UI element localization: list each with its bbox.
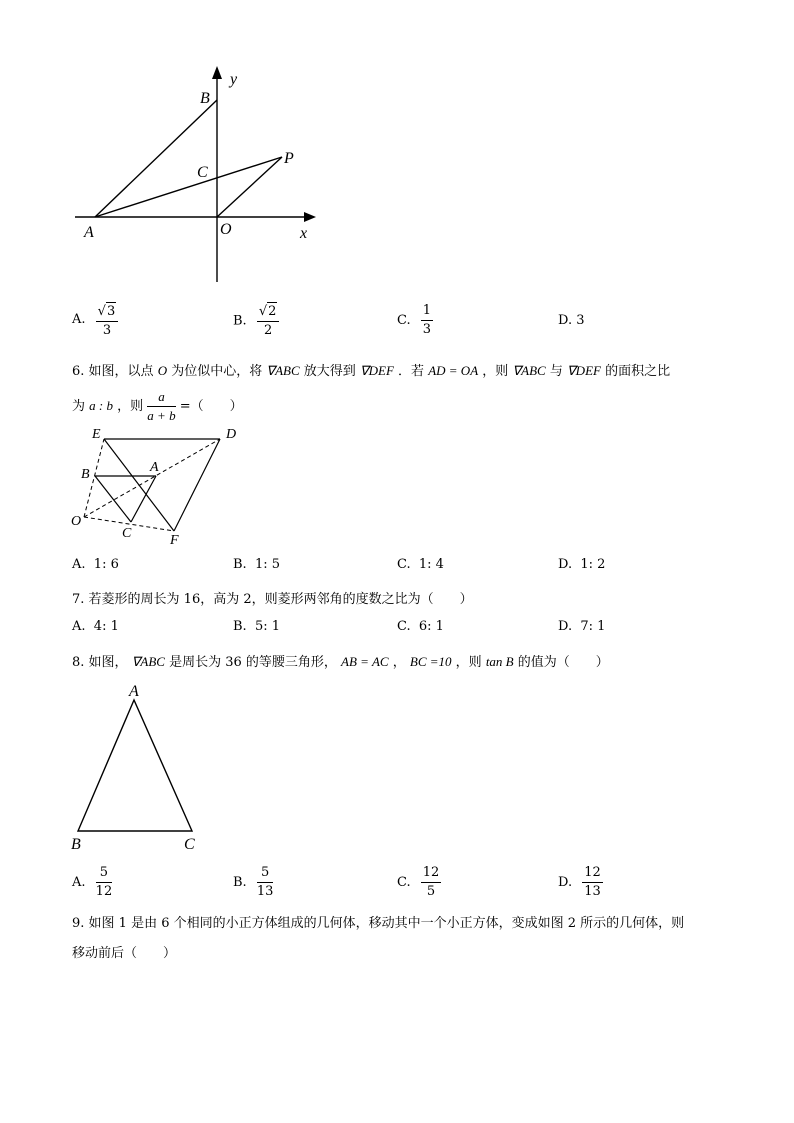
- option-letter: B.: [233, 619, 247, 634]
- numerator: 1: [421, 302, 433, 321]
- q6-text: 为位似中心，将: [171, 364, 263, 379]
- q6-question-line2: [72, 388, 243, 425]
- question-number: 6.: [72, 364, 85, 379]
- q8-var: ∇ABC: [131, 654, 165, 669]
- q6-text: 为: [72, 399, 86, 414]
- option-letter: D.: [558, 875, 573, 890]
- denominator: 3: [422, 322, 432, 337]
- isosceles-triangle-figure: [66, 678, 216, 858]
- q8-text: 是周长为 36 的等腰三角形，: [169, 655, 337, 670]
- q6-option-c[interactable]: [397, 557, 444, 572]
- q6-text: 放大得到: [303, 364, 356, 379]
- q6-option-a[interactable]: [72, 557, 119, 572]
- q6-question-line1: [72, 360, 670, 379]
- q9-question-line1: 9. 如图 1 是由 6 个相同的小正方体组成的几何体，移动其中一个小正方体，变成如图 2 所示的几何体，则: [72, 916, 685, 931]
- q6-var: O: [157, 363, 168, 378]
- option-letter: D.: [558, 619, 573, 634]
- label-x: x: [300, 225, 308, 242]
- option-value: 1: 2: [580, 557, 606, 572]
- label-b: B: [71, 836, 81, 853]
- q6-var: ∇DEF: [359, 363, 394, 378]
- numerator: 3: [106, 304, 116, 319]
- x-axis-arrow-icon: [304, 212, 316, 222]
- numerator: 5: [96, 864, 113, 883]
- q7-option-d[interactable]: [558, 619, 605, 634]
- denominator: 13: [584, 884, 601, 899]
- q8-text: 如图，: [88, 655, 128, 670]
- numerator: 5: [257, 864, 274, 883]
- option-letter: A.: [72, 311, 86, 327]
- segment-op: [217, 157, 282, 217]
- option-letter: C.: [397, 875, 411, 890]
- segment-ab: [95, 100, 217, 217]
- q6-text: =（ ）: [179, 399, 243, 414]
- q8-text: ，则: [455, 655, 482, 670]
- q6-var: ∇DEF: [566, 363, 601, 378]
- q8-text: ，: [392, 655, 406, 670]
- segment-ac: [131, 476, 156, 522]
- q8-option-a[interactable]: [72, 864, 112, 901]
- coordinate-figure: [60, 60, 330, 285]
- ray-od: [84, 439, 220, 517]
- numerator: 12: [421, 864, 442, 883]
- segment-ap: [95, 157, 282, 217]
- q8-var: AB = AC: [341, 654, 389, 669]
- label-e: E: [92, 427, 101, 442]
- label-p: P: [284, 150, 294, 167]
- q9-question-line2: 移动前后（ ）: [72, 946, 177, 961]
- q6-text: ，则: [482, 364, 509, 379]
- q6-text: ，则: [117, 399, 144, 414]
- label-o: O: [71, 514, 82, 529]
- label-d: D: [226, 427, 237, 442]
- denominator: 3: [102, 323, 112, 338]
- option-value: 3: [576, 313, 585, 328]
- homothety-figure: [66, 424, 256, 549]
- option-value: 5: 1: [254, 619, 281, 634]
- q7-option-a[interactable]: [72, 619, 119, 634]
- label-a: A: [129, 683, 139, 700]
- label-c: C: [184, 836, 195, 853]
- option-letter: D.: [558, 557, 573, 572]
- q8-option-b[interactable]: [233, 864, 273, 901]
- option-letter: D.: [558, 313, 573, 328]
- q6-fraction: $\frac{a}{a + b}$: [147, 389, 176, 423]
- option-letter: C.: [397, 619, 411, 634]
- option-letter: B.: [233, 875, 247, 890]
- q6-text: 如图，以点: [88, 364, 154, 379]
- q8-text: 的值为（ ）: [517, 655, 609, 670]
- q6-text: 与: [549, 364, 563, 379]
- denominator: 2: [263, 323, 273, 338]
- q6-option-d[interactable]: [558, 557, 605, 572]
- option-letter: C.: [397, 313, 411, 328]
- sqrt-symbol: √: [258, 304, 268, 319]
- label-b: B: [200, 90, 210, 107]
- q6-var: ∇ABC: [512, 363, 546, 378]
- option-letter: B.: [233, 313, 247, 329]
- denominator: 13: [256, 884, 274, 899]
- q6-text: 的面积之比: [605, 364, 671, 379]
- denominator: 12: [95, 884, 113, 899]
- option-value: 7: 1: [580, 619, 606, 634]
- q8-var: BC =10: [409, 654, 452, 669]
- q6-option-b[interactable]: [233, 557, 280, 572]
- label-f: F: [170, 533, 179, 548]
- q6-var: ∇ABC: [266, 363, 300, 378]
- label-y: y: [230, 71, 238, 88]
- denominator: 5: [426, 884, 436, 899]
- q5-option-c[interactable]: [397, 302, 433, 339]
- option-letter: A.: [72, 557, 86, 572]
- label-b: B: [81, 467, 90, 482]
- label-a: A: [150, 460, 159, 475]
- option-letter: C.: [397, 557, 411, 572]
- q8-option-c[interactable]: [397, 864, 441, 901]
- option-letter: B.: [233, 557, 247, 572]
- numerator: 12: [582, 864, 603, 883]
- numerator: 2: [268, 304, 277, 319]
- label-a: A: [84, 224, 94, 241]
- question-number: 8.: [72, 655, 85, 670]
- label-c: C: [197, 164, 208, 181]
- q6-text: ．若: [398, 364, 425, 379]
- option-value: 6: 1: [418, 619, 444, 634]
- option-value: 1: 5: [254, 557, 281, 572]
- q7-option-c[interactable]: [397, 619, 444, 634]
- q6-var: AD = OA: [428, 363, 479, 378]
- q6-var: a : b: [89, 398, 113, 413]
- q7-question: 7. 若菱形的周长为 16，高为 2，则菱形两邻角的度数之比为（ ）: [72, 592, 473, 607]
- q8-option-d[interactable]: [558, 864, 603, 901]
- option-value: 1: 4: [418, 557, 444, 572]
- q8-var: tan B: [485, 654, 514, 669]
- q5-option-d[interactable]: [558, 313, 585, 328]
- segment-bc: [95, 476, 131, 522]
- q7-option-b[interactable]: [233, 619, 280, 634]
- triangle-abc: [78, 700, 192, 831]
- q5-option-a[interactable]: [72, 302, 118, 340]
- sqrt-symbol: √: [97, 304, 106, 319]
- label-o: O: [220, 221, 232, 238]
- q5-option-b[interactable]: [233, 302, 279, 340]
- option-value: 4: 1: [93, 619, 119, 634]
- q8-question: [72, 651, 609, 670]
- y-axis-arrow-icon: [212, 66, 222, 79]
- segment-df: [174, 439, 220, 531]
- option-letter: A.: [72, 619, 86, 634]
- label-c: C: [122, 526, 132, 541]
- option-value: 1: 6: [93, 557, 119, 572]
- option-letter: A.: [72, 875, 86, 890]
